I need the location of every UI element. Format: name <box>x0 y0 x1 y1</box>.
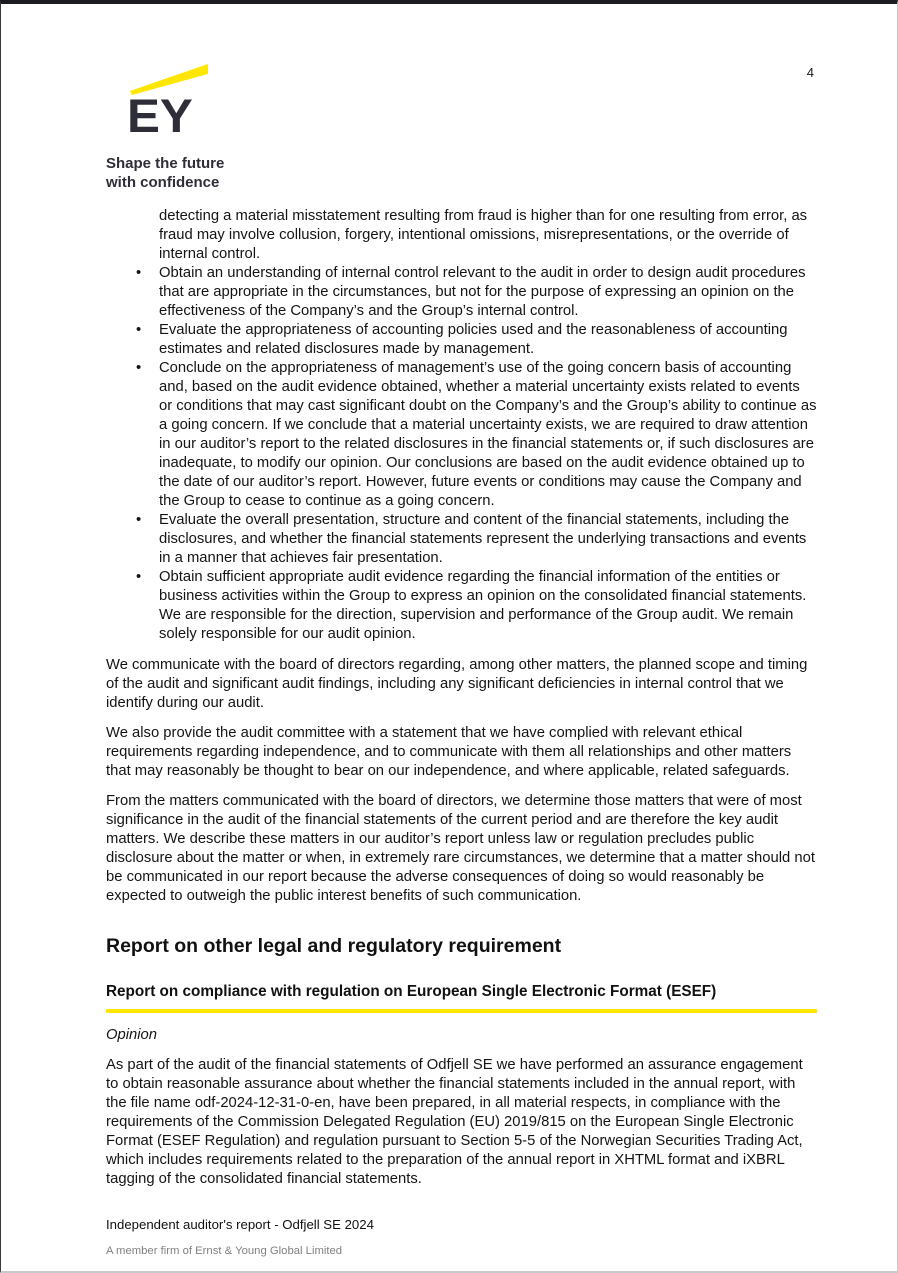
paragraph-communicate-board: We communicate with the board of directors regarding, among other matters, the planned scope and timing of the audit and significant audit findings, including any significant deficiencies in internal control that we identify during our audit. <box>106 657 808 711</box>
ey-wordmark: EY <box>127 89 193 142</box>
ey-tagline <box>106 154 306 192</box>
bullet-icon: • <box>136 322 142 338</box>
list-item <box>106 359 817 511</box>
paragraph-esef-opinion: As part of the audit of the financial statements of Odfjell SE we have performed an assurance engagement to obtain reasonable assurance about whether the financial statements included in the annual report, with the file name odf-2024-12-31-0-en, have been prepared, in all material respects, in compliance with the requirements of the Commission Delegated Regulation (EU) 2019/815 on the European Single Electronic Format (ESEF Regulation) and regulation pursuant to Section 5-5 of the Norwegian Securities Trading Act, which includes requirements related to the preparation of the annual report in XHTML format and iXBRL tagging of the consolidated financial statements. <box>106 1057 803 1187</box>
bullet-icon: • <box>136 569 142 585</box>
footer-report-title: Independent auditor's report - Odfjell SE 2024 <box>106 1217 374 1232</box>
list-item-text: Evaluate the appropriateness of accounting policies used and the reasonableness of accounting estimates and related disclosures made by management. <box>159 322 788 357</box>
list-item <box>106 568 817 644</box>
list-item-text: detecting a material misstatement resulting from fraud is higher than for one resulting from error, as fraud may involve collusion, forgery, intentional omissions, misrepresentations, or the override of internal control. <box>159 208 808 262</box>
list-item <box>106 511 817 568</box>
paragraph-audit-committee: We also provide the audit committee with a statement that we have complied with relevant ethical requirements regarding independence, and to communicate with them all relationships and other matters that may reasonably be thought to bear on our independence, and where applicable, related safeguards. <box>106 725 792 779</box>
bullet-icon: • <box>136 360 142 376</box>
section-heading-esef: Report on compliance with regulation on European Single Electronic Format (ESEF) <box>106 983 717 1000</box>
paragraph-key-audit-matters: From the matters communicated with the board of directors, we determine those matters that were of most significance in the audit of the financial statements of the current period and are therefore the key audit matters. We describe these matters in our auditor’s report unless law or regulation precludes public disclosure about the matter or when, in extremely rare circumstances, we determine that a matter should not be communicated in our report because the adverse consequences of doing so would reasonably be expected to outweigh the public interest benefits of such communication. <box>106 793 815 904</box>
page-number: 4 <box>806 65 814 80</box>
audit-responsibilities-list <box>106 207 817 644</box>
list-item-text: Obtain an understanding of internal control relevant to the audit in order to design audit procedures that are appropriate in the circumstances, but not for the purpose of expressing an opinion on the effectiveness of the Company’s and the Group’s internal control. <box>159 265 806 319</box>
ey-tagline-line2: with confidence <box>106 174 220 191</box>
list-item-text: Obtain sufficient appropriate audit evidence regarding the financial information of the entities or business activities within the Group to express an opinion on the consolidated financial statements. We are responsible for the direction, supervision and performance of the Group audit. We remain solely responsible for our audit opinion. <box>159 569 807 642</box>
yellow-divider <box>106 1009 817 1013</box>
list-item-continuation <box>106 207 817 264</box>
esef-heading-block <box>106 982 817 1013</box>
ey-tagline-line1: Shape the future <box>106 155 225 172</box>
list-item <box>106 321 817 359</box>
bullet-icon: • <box>136 512 142 528</box>
report-body <box>106 207 817 1189</box>
section-heading-legal-regulatory: Report on other legal and regulatory requirement <box>106 935 562 957</box>
footer-member-firm: A member firm of Ernst & Young Global Limited <box>106 1245 343 1257</box>
opinion-subheading: Opinion <box>106 1027 158 1043</box>
list-item-text: Conclude on the appropriateness of management’s use of the going concern basis of accounting and, based on the audit evidence obtained, whether a material uncertainty exists related to events or conditions that may cast significant doubt on the Company’s and the Group’s ability to continue as a going concern. If we conclude that a material uncertainty exists, we are required to draw attention in our auditor’s report to the related disclosures in the financial statements or, if such disclosures are inadequate, to modify our opinion. Our conclusions are based on the audit evidence obtained up to the date of our auditor’s report. However, future events or conditions may cause the Company and the Group to cease to continue as a going concern. <box>159 360 817 509</box>
list-item <box>106 264 817 321</box>
list-item-text: Evaluate the overall presentation, structure and content of the financial statements, including the disclosures, and whether the financial statements represent the underlying transactions and events in a manner that achieves fair presentation. <box>159 512 807 566</box>
bullet-icon: • <box>136 265 142 281</box>
